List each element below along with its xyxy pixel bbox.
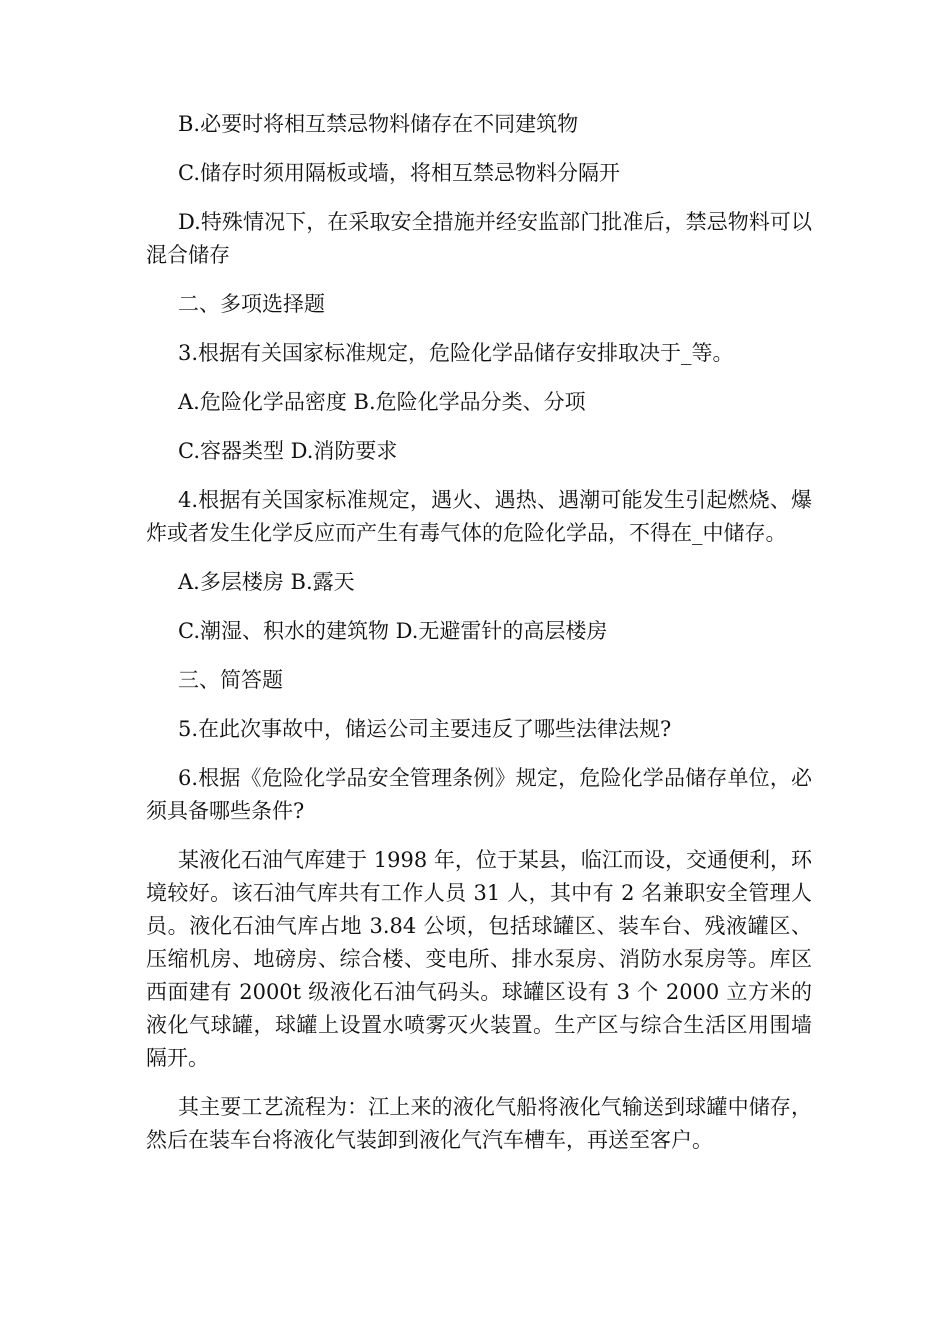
question-4-options-cd: C.潮湿、积水的建筑物 D.无避雷针的高层楼房 <box>178 619 608 643</box>
section-heading-multiple-choice: 二、多项选择题 <box>178 292 325 316</box>
option-b-paragraph: B.必要时将相互禁忌物料储存在不同建筑物 <box>178 112 579 136</box>
section-heading-short-answer: 三、简答题 <box>178 668 283 692</box>
question-3: 3.根据有关国家标准规定，危险化学品储存安排取决于_等。 <box>178 341 734 365</box>
option-d-paragraph: D.特殊情况下，在采取安全措施并经安监部门批准后，禁忌物料可以混合储存 <box>146 210 812 267</box>
question-3-options-ab: A.危险化学品密度 B.危险化学品分类、分项 <box>178 390 586 414</box>
question-4: 4.根据有关国家标准规定，遇火、遇热、遇潮可能发生引起燃烧、爆炸或者发生化学反应而产生有毒气体的危险化学品，不得在_中储存。 <box>146 488 812 545</box>
question-6: 6.根据《危险化学品安全管理条例》规定，危险化学品储存单位，必须具备哪些条件? <box>146 766 812 823</box>
document-body <box>146 108 812 1173</box>
process-flow-paragraph: 其主要工艺流程为：江上来的液化气船将液化气输送到球罐中储存，然后在装车台将液化气装卸到液化气汽车槽车，再送至客户。 <box>146 1095 812 1152</box>
question-4-options-ab: A.多层楼房 B.露天 <box>178 570 355 594</box>
case-description-paragraph: 某液化石油气库建于 1998 年，位于某县，临江而设，交通便利，环境较好。该石油气库共有工作人员 31 人，其中有 2 名兼职安全管理人员。液化石油气库占地 3.84 公顷，包括球罐区、装车台、残液罐区、压缩机房、地磅房、综合楼、变电所、排水泵房、消防水泵房等。库区西面建有 2000t 级液化石油气码头。球罐区设有 3 个 2000 立方米的液化气球罐，球罐上设置水喷雾灭火装置。生产区与综合生活区用围墙隔开。 <box>146 848 812 1070</box>
question-5: 5.在此次事故中，储运公司主要违反了哪些法律法规? <box>178 717 672 741</box>
option-c-paragraph: C.储存时须用隔板或墙，将相互禁忌物料分隔开 <box>178 161 620 185</box>
question-3-options-cd: C.容器类型 D.消防要求 <box>178 439 398 463</box>
